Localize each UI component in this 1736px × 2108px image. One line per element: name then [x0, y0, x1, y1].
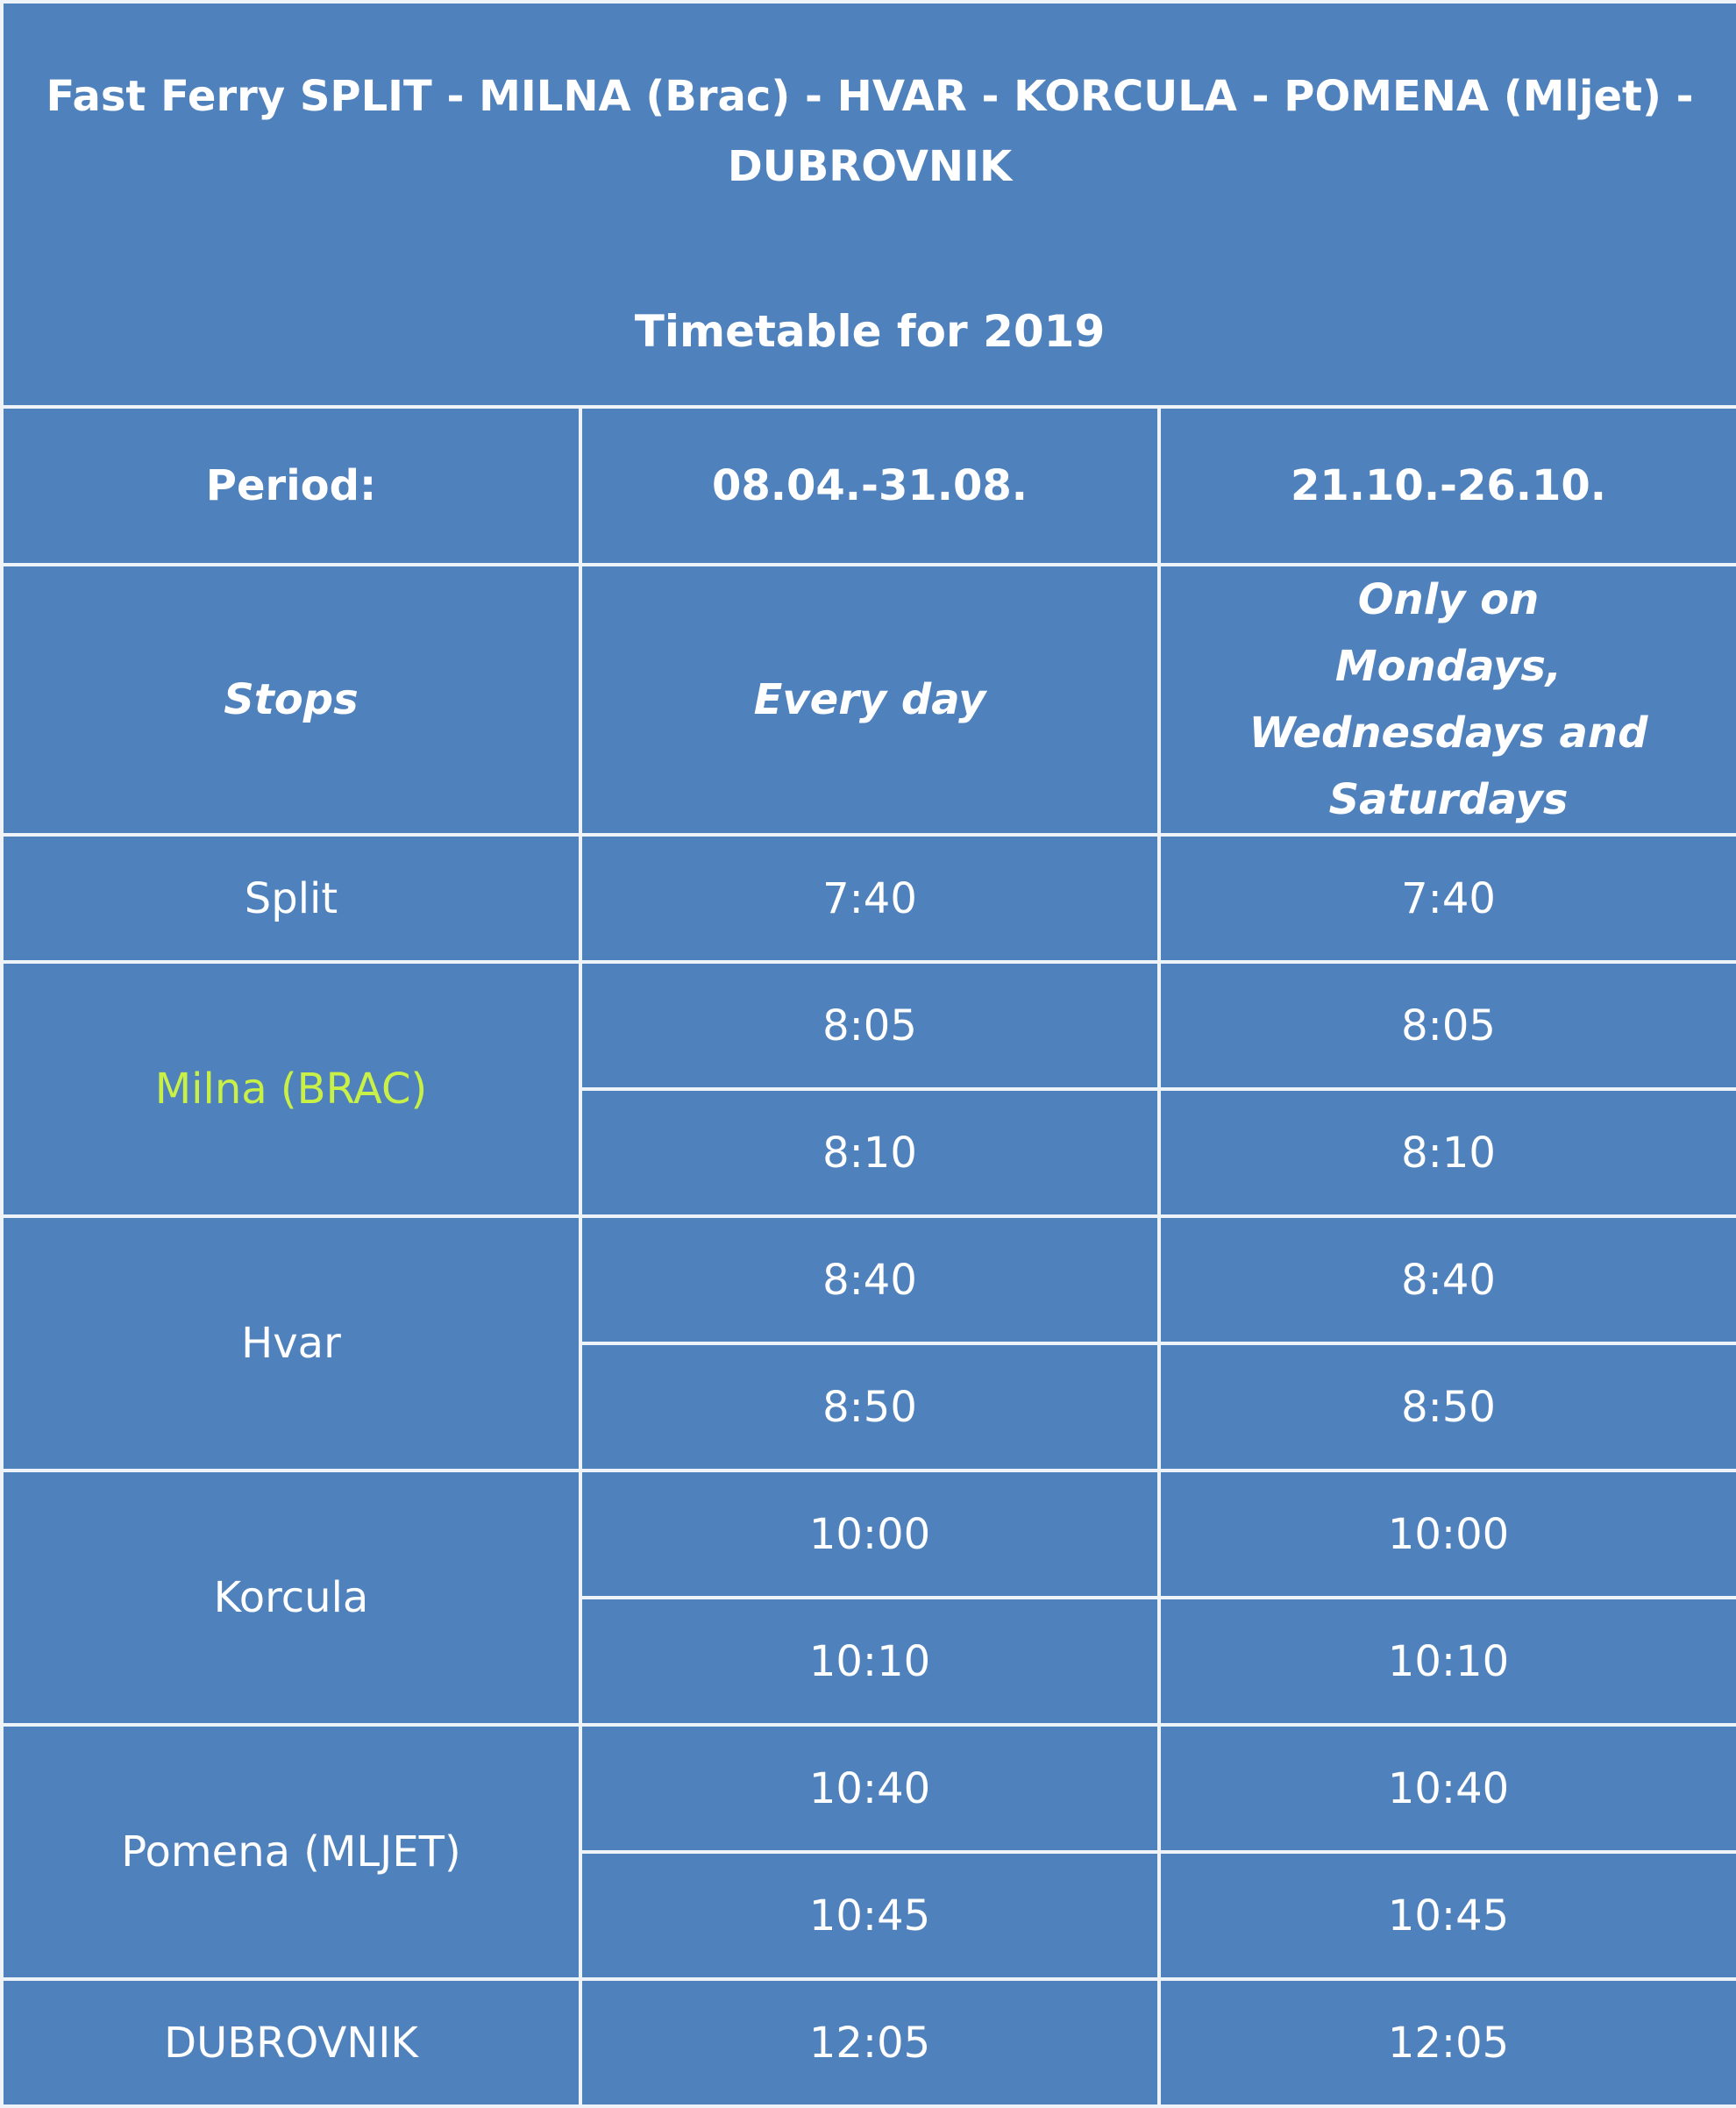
table-row: [2, 1979, 1736, 2106]
departure-time: 10:40: [580, 1725, 1159, 1852]
schedule-col2-header: Only on Mondays, Wednesdays and Saturdays: [1159, 565, 1736, 835]
departure-time: 10:45: [1159, 1852, 1736, 1979]
departure-time: 12:05: [580, 1979, 1159, 2106]
table-row: [2, 1216, 1736, 1343]
timetable-year-title: Timetable for 2019: [634, 306, 1106, 357]
departure-time: 8:40: [1159, 1216, 1736, 1343]
stop-name: DUBROVNIK: [2, 1979, 580, 2106]
departure-time: 7:40: [1159, 835, 1736, 962]
stop-name: Milna (BRAC): [2, 962, 580, 1216]
period-label: Period:: [2, 407, 580, 565]
stop-name: Pomena (MLJET): [2, 1725, 580, 1979]
title-row: [2, 2, 1736, 407]
departure-time: 10:45: [580, 1852, 1159, 1979]
stops-body: [2, 835, 1736, 2106]
departure-time: 8:05: [1159, 962, 1736, 1089]
departure-time: 8:50: [1159, 1343, 1736, 1471]
departure-time: 8:40: [580, 1216, 1159, 1343]
stop-name: Korcula: [2, 1471, 580, 1725]
table-row: [2, 1471, 1736, 1598]
table-row: [2, 835, 1736, 962]
departure-time: 10:10: [1159, 1598, 1736, 1725]
stop-name: Split: [2, 835, 580, 962]
departure-time: 10:00: [580, 1471, 1159, 1598]
title-cell: [2, 2, 1736, 407]
departure-time: 8:10: [580, 1089, 1159, 1216]
period-col2: 21.10.-26.10.: [1159, 407, 1736, 565]
departure-time: 8:10: [1159, 1089, 1736, 1216]
departure-time: 8:05: [580, 962, 1159, 1089]
route-title: Fast Ferry SPLIT - MILNA (Brac) - HVAR - KORCULA - POMENA (Mljet) - DUBROVNIK: [46, 72, 1694, 191]
header-row: [2, 565, 1736, 835]
stop-name: Hvar: [2, 1216, 580, 1471]
schedule-col1-header: Every day: [580, 565, 1159, 835]
departure-time: 10:10: [580, 1598, 1159, 1725]
stops-header: Stops: [2, 565, 580, 835]
departure-time: 7:40: [580, 835, 1159, 962]
period-row: [2, 407, 1736, 565]
departure-time: 12:05: [1159, 1979, 1736, 2106]
departure-time: 8:50: [580, 1343, 1159, 1471]
departure-time: 10:00: [1159, 1471, 1736, 1598]
period-col1: 08.04.-31.08.: [580, 407, 1159, 565]
table-row: [2, 1725, 1736, 1852]
table-row: [2, 962, 1736, 1089]
departure-time: 10:40: [1159, 1725, 1736, 1852]
